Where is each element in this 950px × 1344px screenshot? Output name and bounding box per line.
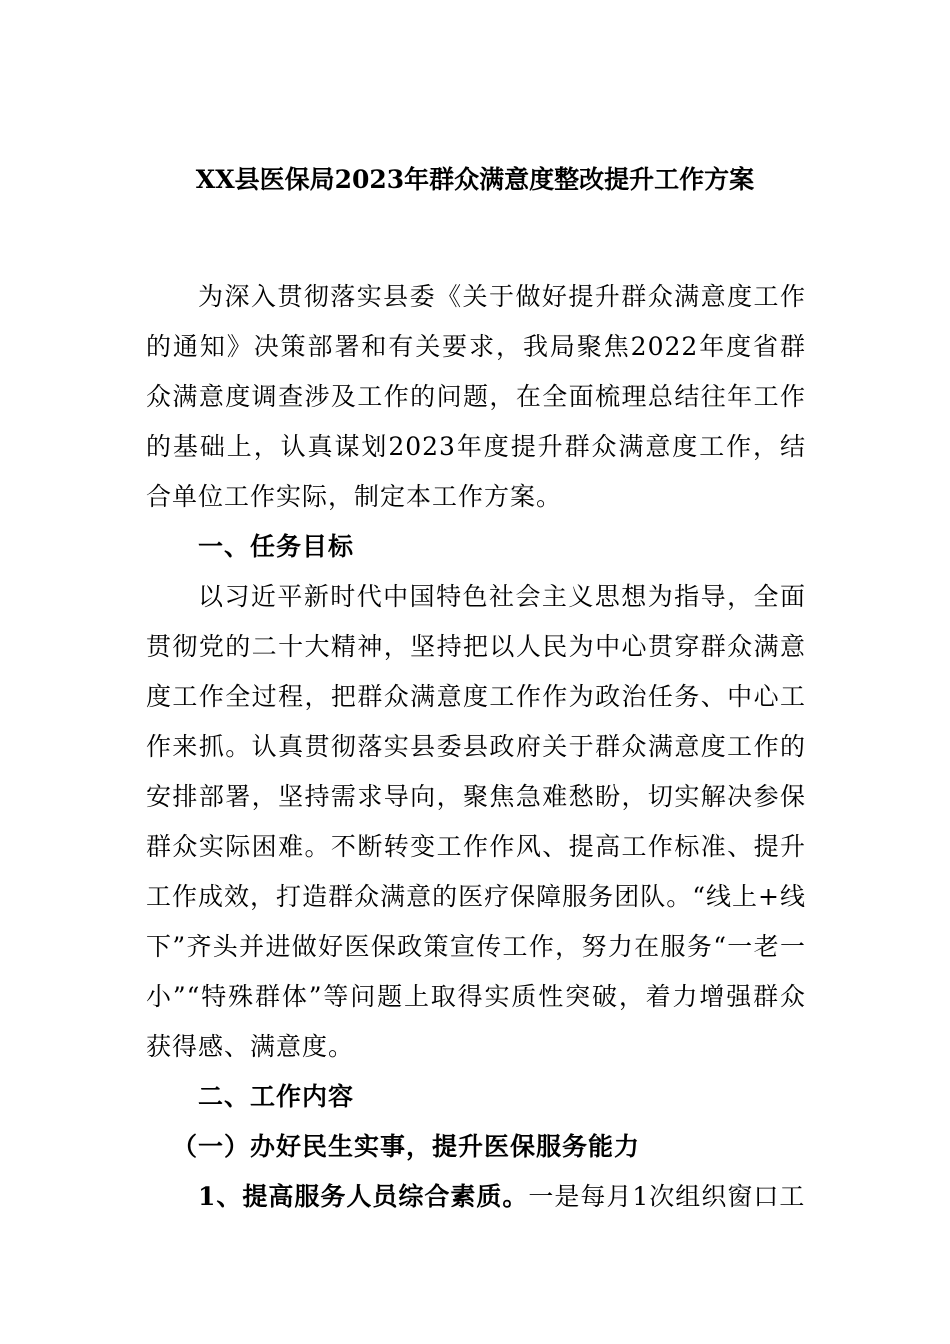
item-1-title: 1、提高服务人员综合素质。 — [198, 1182, 529, 1211]
intro-paragraph: 为深入贯彻落实县委《关于做好提升群众满意度工作的通知》决策部署和有关要求，我局聚焦2022年度省群众满意度调查涉及工作的问题，在全面梳理总结往年工作的基础上，认真谋划2023年度提升群众满意度工作，结合单位工作实际，制定本工作方案。 — [146, 282, 806, 511]
document-title: XX县医保局2023年群众满意度整改提升工作方案 — [195, 165, 755, 194]
subsection-1-heading: （一）办好民生实事，提升医保服务能力 — [172, 1132, 641, 1161]
section-1-paragraph: 以习近平新时代中国特色社会主义思想为指导，全面贯彻党的二十大精神，坚持把以人民为中心贯穿群众满意度工作全过程，把群众满意度工作作为政治任务、中心工作来抓。认真贯彻落实县委县政府关于群众满意度工作的安排部署，坚持需求导向，聚焦急难愁盼，切实解决参保群众实际困难。不断转变工作作风、提高工作标准、提升工作成效，打造群众满意的医疗保障服务团队。“线上+线下”齐头并进做好医保政策宣传工作，努力在服务“一老一小”“特殊群体”等问题上取得实质性突破，着力增强群众获得感、满意度。 — [146, 582, 806, 1061]
section-1-heading: 一、任务目标 — [198, 532, 355, 561]
section-2-heading: 二、工作内容 — [198, 1082, 355, 1111]
item-1-paragraph — [146, 1172, 806, 1222]
item-1-text: 一是每月1次组织窗口工 — [528, 1182, 806, 1211]
document-body — [146, 272, 806, 1222]
